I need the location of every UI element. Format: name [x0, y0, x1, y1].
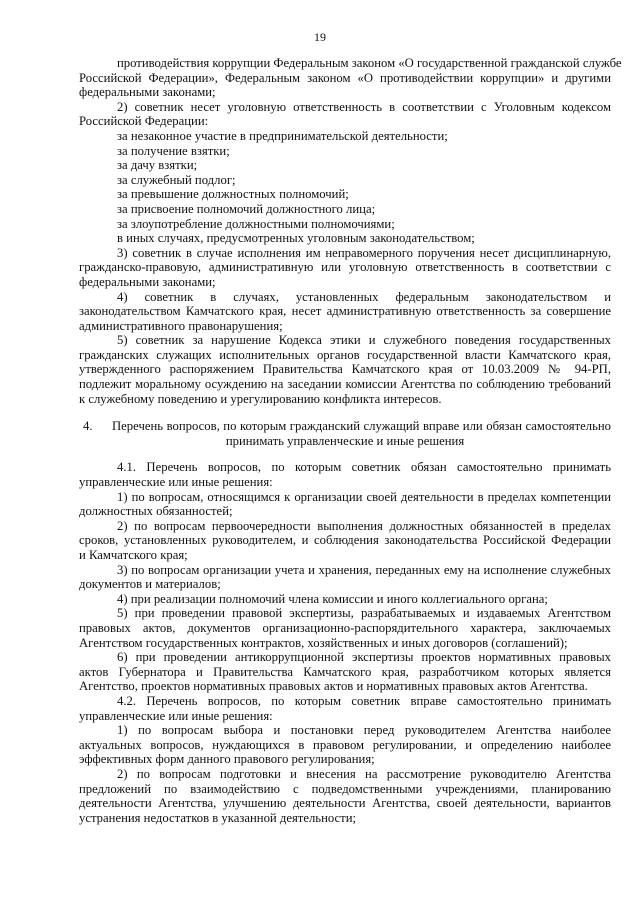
- paragraph-line: 2) советник несет уголовную ответственность в соответствии с Уголовным кодексом: [117, 99, 611, 114]
- paragraph-line: к служебному поведению и урегулированию конфликта интересов.: [79, 391, 442, 406]
- paragraph: [79, 56, 622, 100]
- paragraph-line: 4) советник в случаях, установленных федеральным законодательством и: [117, 289, 611, 304]
- paragraph-line: устранения недостатков в указанной деятельности;: [79, 810, 357, 825]
- paragraph-line: 6) при проведении антикоррупционной экспертизы проектов нормативных правовых: [117, 650, 611, 665]
- section-heading: [79, 419, 611, 448]
- paragraph-line: эффективных форм данного правового регулирования;: [79, 752, 375, 767]
- section-number: 4.: [83, 419, 93, 434]
- paragraph-line: федеральными законами;: [79, 274, 216, 289]
- paragraph: [79, 723, 611, 767]
- paragraph-line: Российской Федерации:: [79, 114, 209, 129]
- paragraph-line: в иных случаях, предусмотренных уголовным законодательством;: [117, 231, 475, 246]
- section-heading-line-1: [79, 419, 611, 434]
- paragraph-line: Агентством государственных контрактов, хозяйственных и иных договоров (соглашений);: [79, 635, 568, 650]
- section-spacer-2: [79, 448, 611, 460]
- paragraph: [79, 246, 611, 290]
- paragraph: [79, 333, 611, 406]
- paragraph-line: 4) при реализации полномочий члена комиссии и иного коллегиального органа;: [117, 591, 548, 606]
- paragraph-line: гражданских служащих исполнительных органов государственной власти Камчатского края,: [79, 347, 611, 362]
- paragraph: [79, 290, 611, 334]
- paragraph-line: Агентство, проектов нормативных правовых актов и нормативных правовых актов Агентства.: [79, 679, 588, 694]
- page-content: [79, 56, 622, 825]
- paragraph: [79, 100, 611, 129]
- bottom-paragraphs: [79, 460, 611, 825]
- paragraph-line: противодействия коррупции Федеральным законом «О государственной гражданской службе: [117, 56, 622, 70]
- paragraph-line: 5) при проведении правовой экспертизы, разрабатываемых и издаваемых Агентством: [117, 606, 611, 621]
- paragraph: [79, 767, 611, 825]
- paragraph-line: 5) советник за нарушение Кодекса этики и служебного поведения государственных: [117, 333, 611, 348]
- paragraph-line: предложений по взаимодействию с подведомственными учреждениями, планированию: [79, 781, 611, 796]
- paragraph-line: административного правонарушения;: [79, 318, 283, 333]
- paragraph: [79, 694, 611, 723]
- paragraph-line: за превышение должностных полномочий;: [117, 187, 349, 202]
- paragraph-line: 1) по вопросам, относящимся к организации своей деятельности в пределах компетенции: [117, 489, 611, 504]
- section-heading-line-2: принимать управленческие и иные решения: [225, 433, 465, 448]
- page-number: 19: [314, 30, 326, 44]
- paragraph: [79, 490, 611, 519]
- paragraph-line: подлежит моральному осуждению на заседании комиссии Агентства по соблюдению требований: [79, 377, 611, 392]
- paragraph-line: документов и материалов;: [79, 577, 221, 592]
- paragraph-line: актов Губернатора и Правительства Камчатского края, разработчиком которых является: [79, 664, 611, 679]
- paragraph-line: за злоупотребление должностными полномочиями;: [117, 216, 395, 231]
- paragraph-line: актуальных вопросов, нуждающихся в правовом регулировании, и определению наиболее: [79, 737, 611, 752]
- paragraph-line: за служебный подлог;: [117, 172, 236, 187]
- paragraph-line: федеральными законами;: [79, 85, 216, 100]
- paragraph: [79, 129, 611, 246]
- paragraph: [79, 460, 611, 489]
- paragraph-line: гражданско-правовую, административную или уголовную ответственность в соответствии с: [79, 260, 611, 275]
- paragraph-line: должностных обязанностей;: [79, 504, 233, 519]
- paragraph-line: за получение взятки;: [117, 143, 230, 158]
- top-paragraphs: [79, 56, 622, 406]
- section-title-part-1: Перечень вопросов, по которым гражданский служащий вправе или обязан самостоятельно: [112, 419, 611, 434]
- paragraph: [79, 606, 611, 650]
- paragraph-line: управленческие или иные решения:: [79, 708, 273, 723]
- paragraph-line: управленческие или иные решения:: [79, 475, 273, 490]
- paragraph: [79, 563, 611, 592]
- paragraph-line: за незаконное участие в предпринимательской деятельности;: [117, 128, 448, 143]
- paragraph-line: за присвоение полномочий должностного лица;: [117, 201, 376, 216]
- paragraph-line: 4.1. Перечень вопросов, по которым советник обязан самостоятельно принимать: [117, 460, 611, 475]
- section-spacer: [79, 406, 611, 419]
- paragraph-line: Российской Федерации», Федеральным законом «О противодействии коррупции» и другими: [79, 70, 611, 85]
- paragraph-line: деятельности Агентства, улучшению деятельности Агентства, своей деятельности, вариантов: [79, 796, 611, 811]
- paragraph-line: правовых актов, документов организационно-распорядительного характера, заключаемых: [79, 620, 611, 635]
- paragraph-line: за дачу взятки;: [117, 158, 198, 173]
- paragraph-line: сроков, установленных руководителем, и соблюдения законодательства Российской Федерации: [79, 533, 611, 548]
- paragraph-line: 2) по вопросам первоочередности выполнения должностных обязанностей в пределах: [117, 518, 611, 533]
- paragraph-line: и Камчатского края;: [79, 548, 188, 562]
- paragraph: [79, 650, 611, 694]
- paragraph-line: утвержденного распоряжением Правительства Камчатского края от 10.03.2009 № 94-РП,: [79, 362, 611, 377]
- paragraph-line: 3) по вопросам организации учета и хранения, переданных ему на исполнение служебных: [117, 562, 611, 577]
- paragraph-line: 1) по вопросам выбора и постановки перед руководителем Агентства наиболее: [117, 723, 611, 738]
- paragraph-line: 3) советник в случае исполнения им неправомерного поручения несет дисциплинарную,: [117, 245, 611, 260]
- paragraph-line: 2) по вопросам подготовки и внесения на рассмотрение руководителю Агентства: [117, 766, 611, 781]
- paragraph: [79, 519, 611, 563]
- paragraph-line: законодательством Камчатского края, несет административную ответственность за совершение: [79, 304, 611, 319]
- paragraph: [79, 592, 611, 607]
- paragraph-line: 4.2. Перечень вопросов, по которым советник вправе самостоятельно принимать: [117, 693, 611, 708]
